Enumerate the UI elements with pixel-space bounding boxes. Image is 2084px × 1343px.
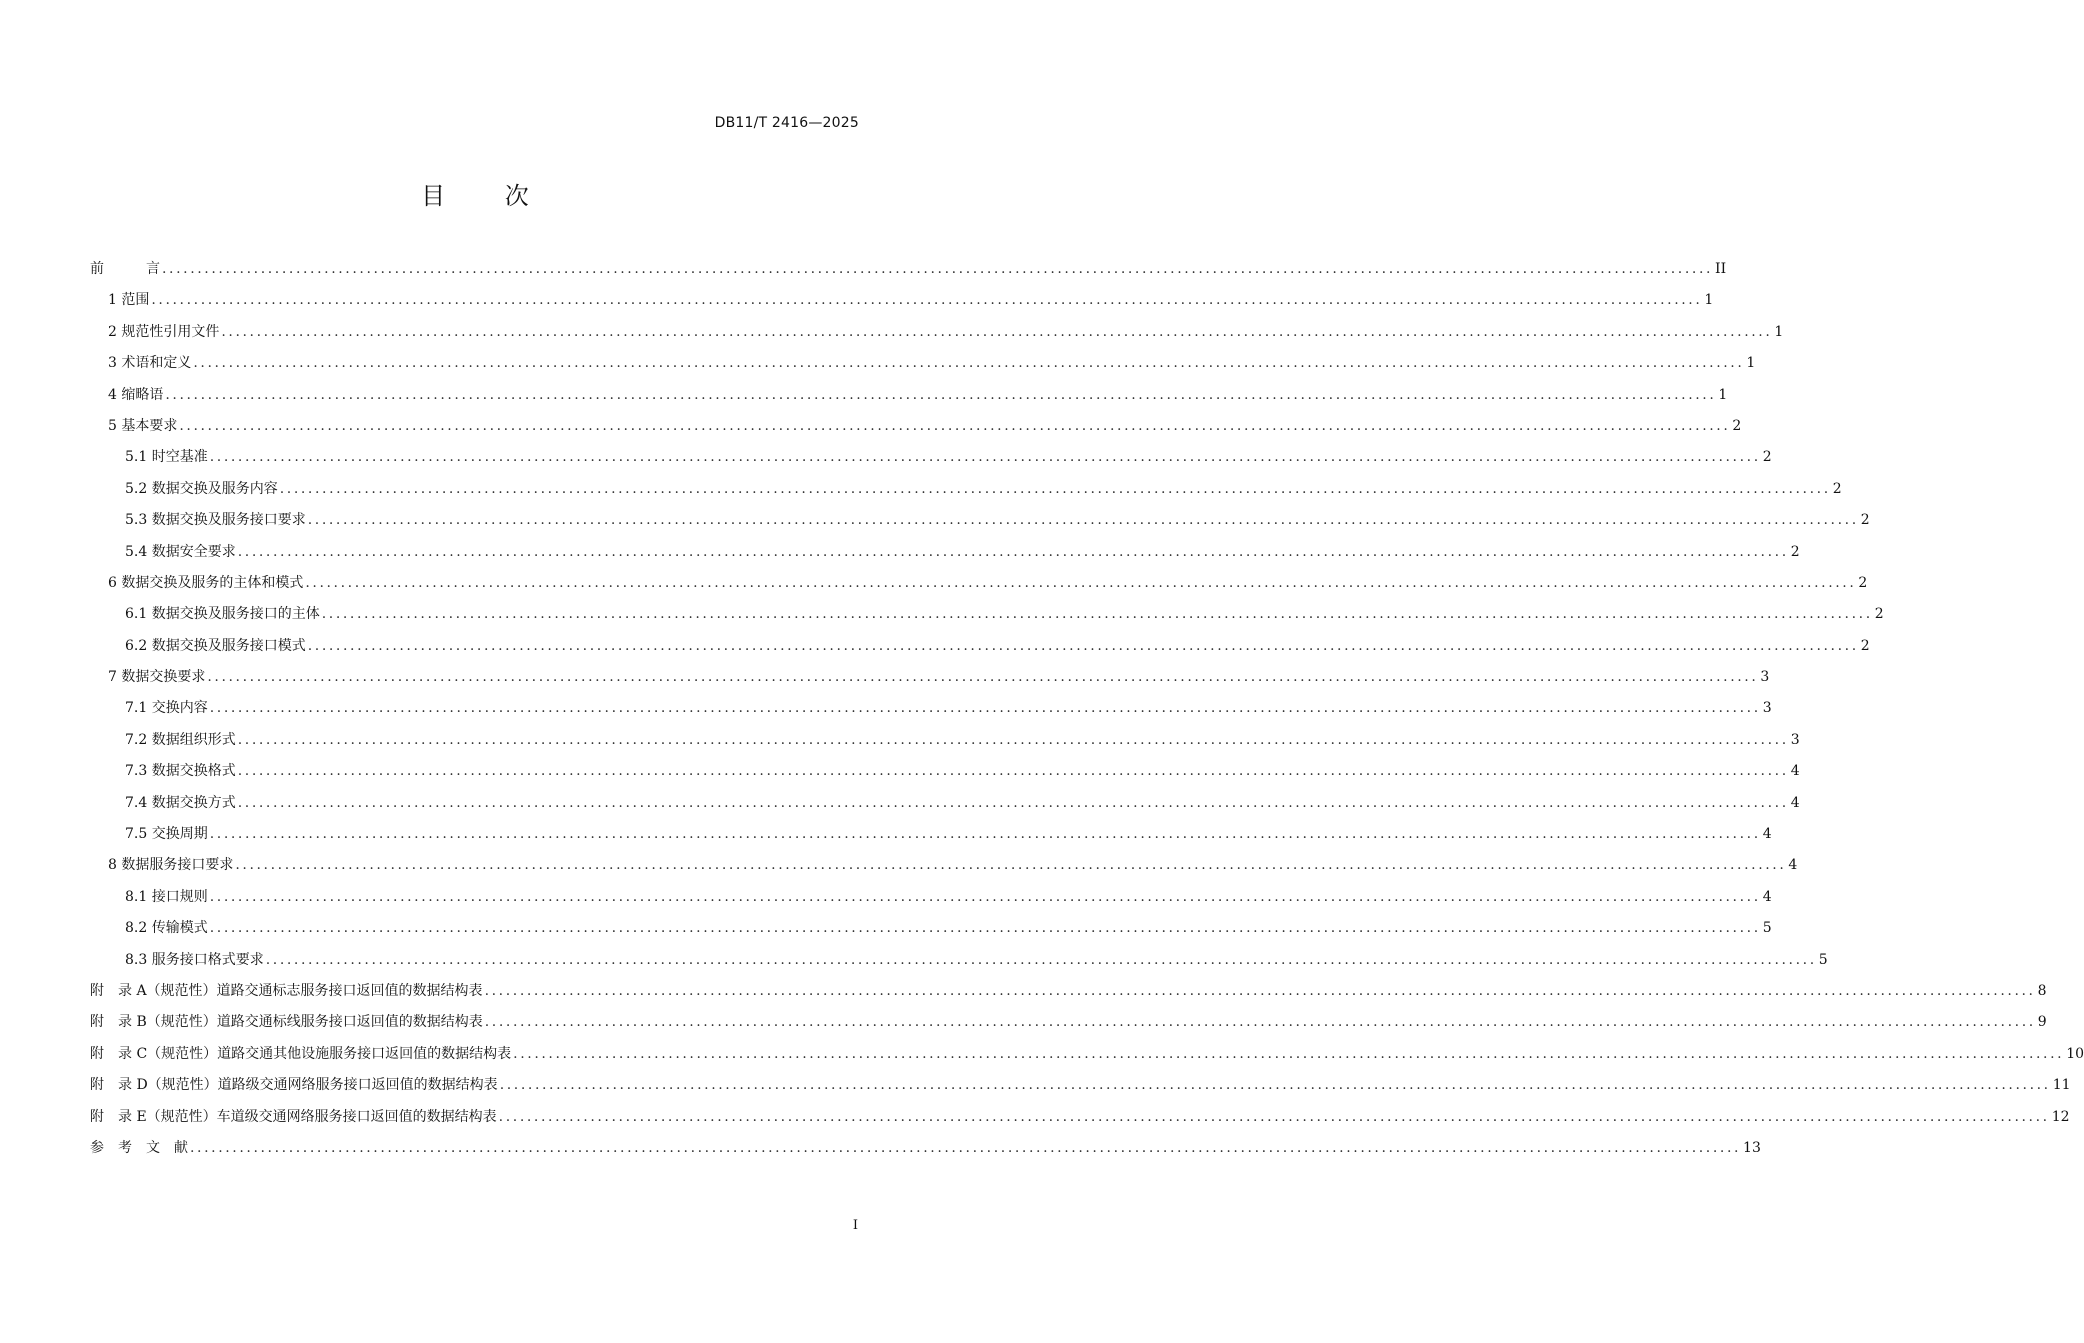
toc-dot-leader: ............................................................................................................................................................................................................................ [151,292,1703,309]
toc-entry[interactable] [90,317,1784,348]
toc-dot-leader: ............................................................................................................................................................................................................................ [209,449,1761,466]
toc-entry-label: 5.1 时空基准 [125,449,208,466]
toc-dot-leader: ............................................................................................................................................................................................................................ [209,700,1761,717]
toc-entry-label: 附 录 E（规范性）车道级交通网络服务接口返回值的数据结构表 [90,1108,497,1125]
toc-entry[interactable] [90,945,1828,976]
toc-dot-leader: ............................................................................................................................................................................................................................ [193,355,1745,372]
toc-dot-leader: ............................................................................................................................................................................................................................ [209,920,1761,937]
toc-entry-label: 8.3 服务接口格式要求 [125,951,264,968]
toc-entry-page: 4 [1762,888,1772,905]
toc-entry[interactable] [90,285,1714,316]
toc-entry-page: 12 [2051,1108,2070,1125]
toc-entry-label: 参 考 文 献 [90,1139,188,1156]
toc-entry-page: 9 [2037,1014,2047,1031]
toc-entry[interactable] [90,442,1772,473]
toc-dot-leader: ............................................................................................................................................................................................................................ [498,1108,2050,1125]
toc-entry[interactable] [90,537,1800,568]
toc-dot-leader: ............................................................................................................................................................................................................................ [209,826,1761,843]
toc-entry-label: 7.5 交换周期 [125,826,208,843]
toc-entry[interactable] [90,913,1772,944]
toc-entry-label: 6.2 数据交换及服务接口模式 [125,637,306,654]
toc-dot-leader: ............................................................................................................................................................................................................................ [209,888,1761,905]
toc-dot-leader: ............................................................................................................................................................................................................................ [165,386,1717,403]
toc-entry-page: 2 [1732,417,1742,434]
page-title: 目 次 [421,182,555,210]
toc-entry-label: 4 缩略语 [108,386,164,403]
table-of-contents [90,254,2084,1164]
toc-entry-label: 6 数据交换及服务的主体和模式 [108,574,304,591]
toc-entry-label: 5.2 数据交换及服务内容 [125,480,278,497]
toc-entry-label: 附 录 D（规范性）道路级交通网络服务接口返回值的数据结构表 [90,1077,498,1094]
toc-entry-label: 3 术语和定义 [108,355,192,372]
toc-entry[interactable] [90,819,1772,850]
toc-dot-leader: ............................................................................................................................................................................................................................ [484,1014,2036,1031]
toc-entry-label: 附 录 C（规范性）道路交通其他设施服务接口返回值的数据结构表 [90,1045,512,1062]
toc-entry-label: 附 录 A（规范性）道路交通标志服务接口返回值的数据结构表 [90,982,483,999]
toc-entry-label: 8.1 接口规则 [125,888,208,905]
toc-entry-label: 7 数据交换要求 [108,669,206,686]
toc-entry[interactable] [90,474,1842,505]
toc-dot-leader: ............................................................................................................................................................................................................................ [179,417,1731,434]
toc-entry[interactable] [90,662,1770,693]
toc-entry-page: 2 [1790,543,1800,560]
toc-entry[interactable] [90,568,1868,599]
toc-entry-page: 2 [1860,512,1870,529]
toc-dot-leader: ............................................................................................................................................................................................................................ [237,731,1789,748]
toc-dot-leader: ............................................................................................................................................................................................................................ [265,951,1817,968]
toc-entry-page: 2 [1874,606,1884,623]
toc-entry[interactable] [90,725,1800,756]
toc-entry-page: 2 [1860,637,1870,654]
toc-dot-leader: ............................................................................................................................................................................................................................ [321,606,1873,623]
toc-dot-leader: ............................................................................................................................................................................................................................ [484,982,2036,999]
toc-entry-label: 前 言 [90,261,160,277]
toc-entry-label: 5 基本要求 [108,417,178,434]
toc-entry-page: 1 [1704,292,1714,309]
toc-entry[interactable] [90,631,1870,662]
document-code: DB11/T 2416—2025 [714,115,859,131]
toc-entry[interactable] [90,693,1772,724]
toc-entry-page: 13 [1743,1139,1761,1156]
toc-entry-page: 10 [2066,1045,2084,1062]
toc-entry-page: 3 [1760,669,1770,686]
toc-entry[interactable] [90,850,1798,881]
toc-entry[interactable] [90,411,1742,442]
toc-entry-label: 7.4 数据交换方式 [125,794,236,811]
toc-dot-leader: ............................................................................................................................................................................................................................ [237,794,1789,811]
toc-dot-leader: ............................................................................................................................................................................................................................ [279,480,1831,497]
toc-entry-label: 附 录 B（规范性）道路交通标线服务接口返回值的数据结构表 [90,1014,483,1031]
toc-entry-page: 5 [1818,951,1828,968]
toc-entry-label: 2 规范性引用文件 [108,323,220,340]
toc-entry-page: 2 [1762,449,1772,466]
toc-entry-label: 8 数据服务接口要求 [108,857,234,874]
toc-entry-page: 2 [1858,574,1868,591]
toc-dot-leader: ............................................................................................................................................................................................................................ [207,669,1759,686]
toc-entry-page: 5 [1762,920,1772,937]
toc-entry-label: 1 范围 [108,292,150,309]
toc-dot-leader: ............................................................................................................................................................................................................................ [235,857,1787,874]
toc-dot-leader: ............................................................................................................................................................................................................................ [221,323,1773,340]
toc-entry-page: 11 [2052,1077,2071,1094]
toc-dot-leader: ............................................................................................................................................................................................................................ [305,574,1857,591]
toc-entry-page: II [1715,261,1727,277]
toc-entry-page: 1 [1718,386,1728,403]
toc-entry-page: 1 [1774,323,1784,340]
page-number: I [852,1218,858,1233]
toc-entry[interactable] [90,348,1756,379]
toc-entry[interactable] [90,1102,2070,1133]
toc-entry-page: 2 [1832,480,1842,497]
toc-dot-leader: ............................................................................................................................................................................................................................ [237,543,1789,560]
toc-entry-label: 5.4 数据安全要求 [125,543,236,560]
toc-entry-page: 4 [1790,794,1800,811]
toc-entry-page: 4 [1788,857,1798,874]
toc-entry[interactable] [90,882,1772,913]
toc-entry[interactable] [90,1007,2047,1038]
toc-entry-page: 4 [1790,763,1800,780]
toc-dot-leader: ............................................................................................................................................................................................................................ [307,512,1859,529]
toc-entry[interactable] [90,1039,2084,1070]
toc-entry-label: 7.1 交换内容 [125,700,208,717]
toc-dot-leader: ............................................................................................................................................................................................................................ [513,1045,2065,1062]
toc-entry[interactable] [90,380,1728,411]
toc-entry[interactable] [90,756,1800,787]
toc-entry-page: 3 [1762,700,1772,717]
toc-entry-label: 6.1 数据交换及服务接口的主体 [125,606,320,623]
toc-dot-leader: ............................................................................................................................................................................................................................ [237,763,1789,780]
toc-entry[interactable] [90,505,1870,536]
toc-dot-leader: ............................................................................................................................................................................................................................ [190,1139,1742,1156]
toc-entry-label: 7.2 数据组织形式 [125,731,236,748]
toc-entry[interactable] [90,1070,2071,1101]
toc-entry-page: 4 [1762,826,1772,843]
toc-entry-page: 3 [1790,731,1800,748]
toc-dot-leader: ............................................................................................................................................................................................................................ [307,637,1859,654]
toc-entry[interactable] [90,599,1884,630]
toc-entry-label: 7.3 数据交换格式 [125,763,236,780]
toc-entry[interactable] [90,254,1727,285]
toc-entry[interactable] [90,1133,1761,1164]
toc-entry-page: 8 [2037,982,2047,999]
toc-dot-leader: ............................................................................................................................................................................................................................ [499,1077,2051,1094]
toc-dot-leader: ............................................................................................................................................................................................................................ [162,261,1714,277]
toc-entry[interactable] [90,976,2047,1007]
toc-entry[interactable] [90,788,1800,819]
toc-entry-page: 1 [1746,355,1756,372]
toc-entry-label: 8.2 传输模式 [125,920,208,937]
toc-entry-label: 5.3 数据交换及服务接口要求 [125,512,306,529]
